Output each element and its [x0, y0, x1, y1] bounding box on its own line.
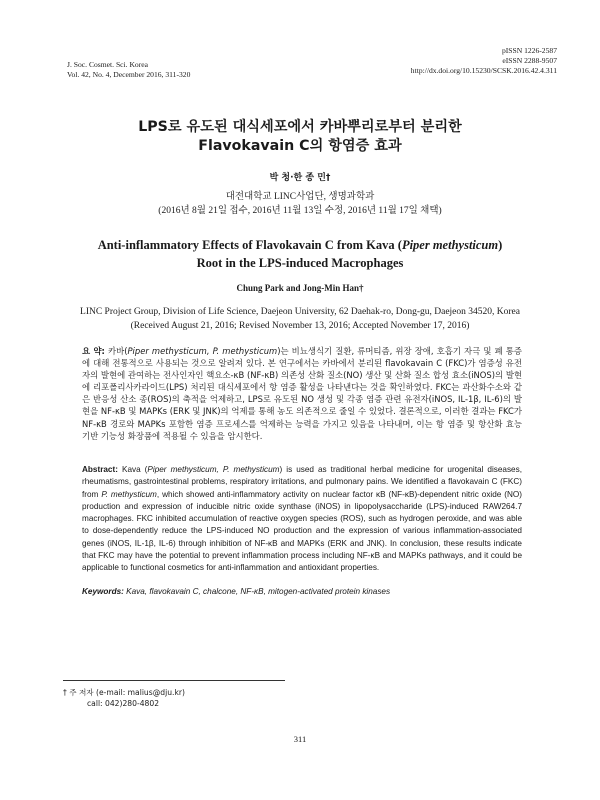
keywords-text: Kava, flavokavain C, chalcone, NF-κB, mitogen-activated protein kinases — [123, 587, 391, 596]
korean-abstract-species: Piper methysticum, P. methysticum — [127, 346, 278, 356]
english-title-post: ) — [498, 238, 503, 252]
korean-abstract-seg1: 카바( — [104, 346, 128, 356]
english-title-line1 — [0, 236, 600, 254]
english-title-line2: Root in the LPS-induced Macrophages — [196, 256, 404, 270]
english-abstract-species-2: P. methysticum — [101, 489, 157, 499]
korean-title-line1: LPS로 유도된 대식세포에서 카바뿌리로부터 분리한 — [138, 119, 462, 135]
eissn: eISSN 2288-9507 — [502, 56, 557, 65]
journal-volume: Vol. 42, No. 4, December 2016, 311-320 — [67, 70, 191, 79]
pissn: pISSN 1226-2587 — [501, 46, 557, 55]
english-title-pre: Anti-inflammatory Effects of Flavokavain C from Kava ( — [97, 238, 402, 252]
english-abstract-seg1: Kava ( — [117, 465, 148, 474]
english-abstract-body: , which showed anti-inflammatory activity on nuclear factor κB (NF-κB)-dependent nitric oxide (NO) production and expression of inducible nitric oxide synthase (iNOS) in lipopolysaccharide (LPS)-induced RAW264.7 macrophages. FKC inhibited accumulation of reactive oxygen species (ROS), such as hydrogen peroxide, and was able to dose-dependently reduce the LPS-induced NO production and the expression of various inflammation-associated genes (iNOS, IL-1β, IL-6) through inhibition of NF-κB and MAPKs (ERK and JNK). In conclusion, these results indicate that FKC may have the potential to prevent inflammation process including NF-κB and MAPKs pathways, and it could be applicable to functional cosmetics for anti-inflammation and antioxidant properties. — [82, 489, 523, 573]
page-number: 311 — [293, 734, 307, 744]
english-authors: Chung Park and Jong-Min Han† — [236, 283, 364, 293]
korean-title — [0, 118, 600, 156]
korean-abstract — [82, 345, 522, 442]
english-abstract-seg2: ) is used as traditional herbal medicine for urogenital diseases, rheumatisms, gastrointestinal problems, respiratory irritations, and pulmonary pains. We identified a flavokavain C (FKC) from — [82, 465, 522, 499]
journal-name: J. Soc. Cosmet. Sci. Korea — [67, 60, 148, 69]
english-title — [0, 236, 600, 272]
korean-abstract-label: 요 약: — [82, 346, 105, 356]
korean-title-line2: Flavokavain C의 항염증 효과 — [198, 138, 402, 154]
korean-dates: (2016년 8월 21일 접수, 2016년 11월 13일 수정, 2016년 11월 17일 채택) — [158, 206, 442, 216]
keywords-label: Keywords: — [82, 587, 124, 596]
korean-affiliation: 대전대학교 LINC사업단, 생명과학과 — [225, 192, 375, 202]
doi-link[interactable]: http://dx.doi.org/10.15230/SCSK.2016.42.4.311 — [410, 66, 557, 75]
korean-authors: 박 청·한 종 민† — [269, 173, 331, 183]
english-abstract — [82, 464, 522, 575]
keywords — [82, 586, 522, 598]
footnote-divider — [63, 680, 285, 681]
journal-header-left — [67, 60, 190, 80]
korean-affiliation-block — [0, 190, 600, 218]
english-affiliation: LINC Project Group, Division of Life Science, Daejeon University, 62 Daehak-ro, Dong-gu, Daejeon 34520, Korea — [80, 307, 520, 317]
english-abstract-species: Piper methysticum, P. methysticum — [147, 465, 280, 474]
english-abstract-label: Abstract: — [82, 465, 118, 474]
english-affiliation-block — [0, 305, 600, 333]
english-title-species: Piper methysticum — [401, 238, 499, 252]
english-dates: (Received August 21, 2016; Revised November 13, 2016; Accepted November 17, 2016) — [130, 321, 470, 331]
footnote — [63, 687, 185, 709]
footnote-phone: call: 042)280-4802 — [87, 699, 160, 708]
korean-abstract-body: )는 비뇨생식기 질환, 류머티즘, 위장 장애, 호흡기 자극 및 폐 통증에 대해 전통적으로 사용되는 것으로 알려져 있다. 본 연구에서는 카바에서 분리된 flavokavain C (FKC)가 염증성 유전자의 발현에 관여하는 전사인자인 핵요소-κB (NF-κB) 의존성 산화 질소(NO) 생산 및 산화 질소 합성 효소(iNOS)의 발현에 리포폴리사카라이드(LPS) 처리된 대식세포에서 항 염증 활성을 나타낸다는 것을 확인하였다. FKC는 과산화수소와 같은 반응성 산소 종(ROS)의 축적을 억제하고, LPS로 유도된 NO 생성 및 각종 염증 관련 유전자(iNOS, IL-1β, IL-6)의 발현을 NF-κB 및 MAPKs (ERK 및 JNK)의 억제를 통해 농도 의존적으로 줄일 수 있었다. 결론적으로, 이러한 결과는 FKC가 NF-κB 경로와 MAPKs 포함한 염증 프로세스를 억제하는 능력을 가지고 있음을 나타내며, 이는 항 염증 및 항산화 효능 기반 기능성 화장품에 적용될 수 있음을 암시한다. — [82, 346, 522, 441]
journal-header-right — [411, 46, 557, 76]
footnote-author: † 주 저자 (e-mail: malius@dju.kr) — [63, 688, 185, 697]
